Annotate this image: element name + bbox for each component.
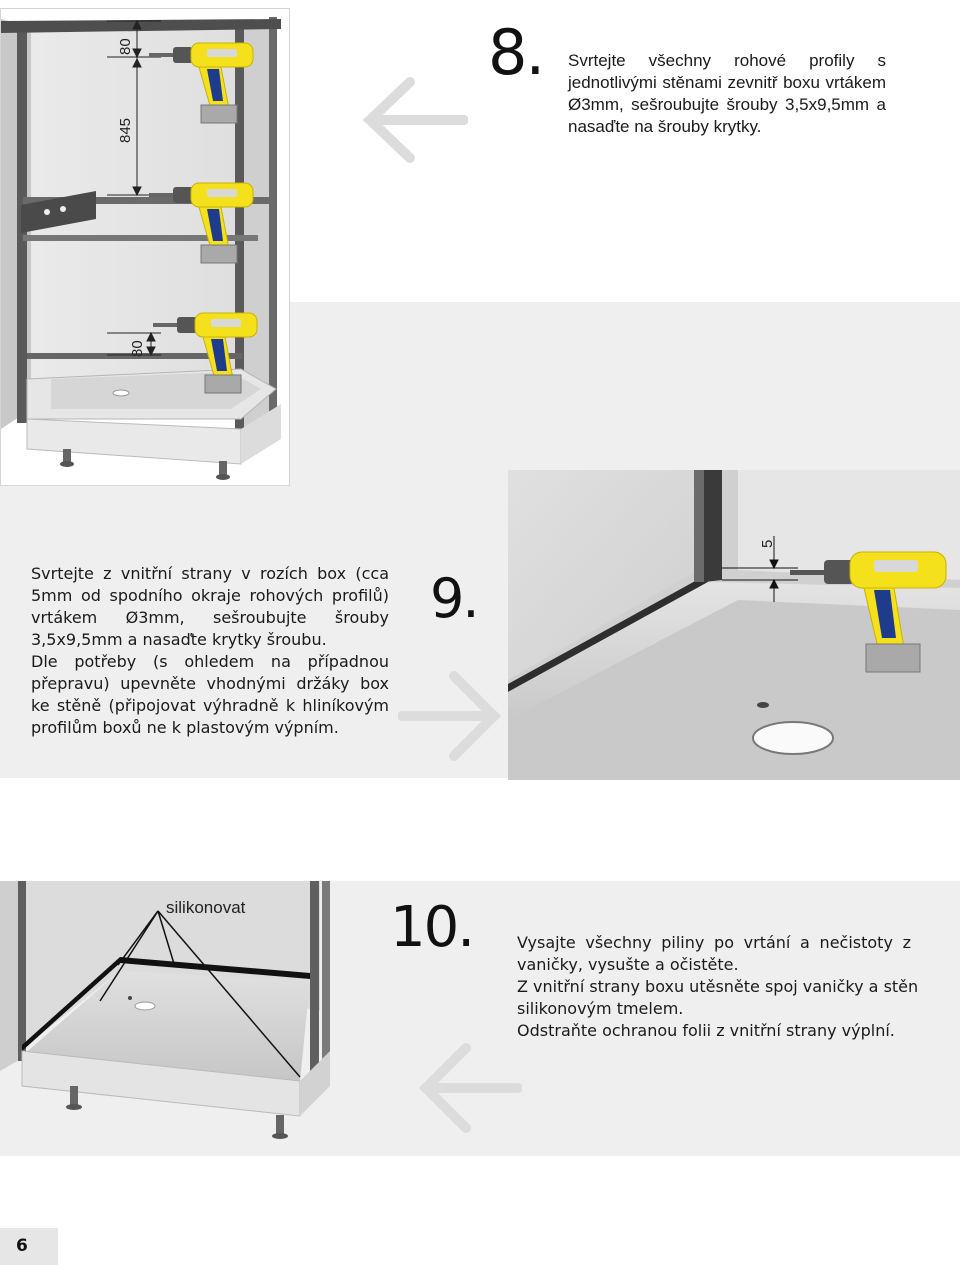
drill-icon	[149, 179, 259, 269]
step9-illustration	[508, 470, 960, 780]
step9-text-2: Dle potřeby (s ohledem na případnou přepravu) upevněte vhodnými držáky box ke stěně (připojovat výhradně k hliníkovým profilům boxů ne k plastovým výpním.	[31, 652, 389, 737]
dim-80-bottom: 80	[129, 340, 146, 357]
step9-number: 9.	[430, 567, 478, 630]
step8-number: 8.	[488, 16, 544, 89]
step10-number: 10.	[390, 895, 474, 960]
drill-icon	[149, 39, 259, 129]
dim-845: 845	[117, 117, 134, 143]
step10-text-1: Vysajte všechny piliny po vrtání a nečistoty z vaničky, vysušte a očistěte.	[517, 933, 911, 974]
step8-illustration	[0, 8, 290, 486]
page-number-box	[0, 1228, 58, 1265]
step10-illustration	[0, 881, 352, 1156]
drill-icon	[153, 309, 263, 399]
step10-text-3: Odstraňte ochranou folii z vnitřní strany výplní.	[517, 1021, 895, 1040]
arrow-right-icon	[398, 670, 504, 762]
arrow-left-icon	[362, 76, 468, 164]
arrow-left-icon	[416, 1042, 522, 1134]
step8-text: Svrtejte všechny rohové profily s jednotlivými stěnami zevnitř boxu vrtákem Ø3mm, sešroubujte šrouby 3,5x9,5mm a nasaďte na šrouby krytky.	[568, 51, 886, 136]
dim-80-top: 80	[117, 38, 134, 55]
silikonovat-label: silikonovat	[166, 898, 246, 917]
page-number: 6	[16, 1236, 28, 1256]
drill-icon	[790, 548, 950, 678]
step10-text-2: Z vnitřní strany boxu utěsněte spoj vaničky a stěn silikonovým tmelem.	[517, 977, 919, 1018]
dim-5: 5	[759, 539, 776, 548]
step9-text-1: Svrtejte z vnitřní strany v rozích box (cca 5mm od spodního okraje rohových profilů) vrtákem Ø3mm, sešroubujte šrouby 3,5x9,5mm a nasaďte krytky šroubu.	[31, 564, 389, 649]
